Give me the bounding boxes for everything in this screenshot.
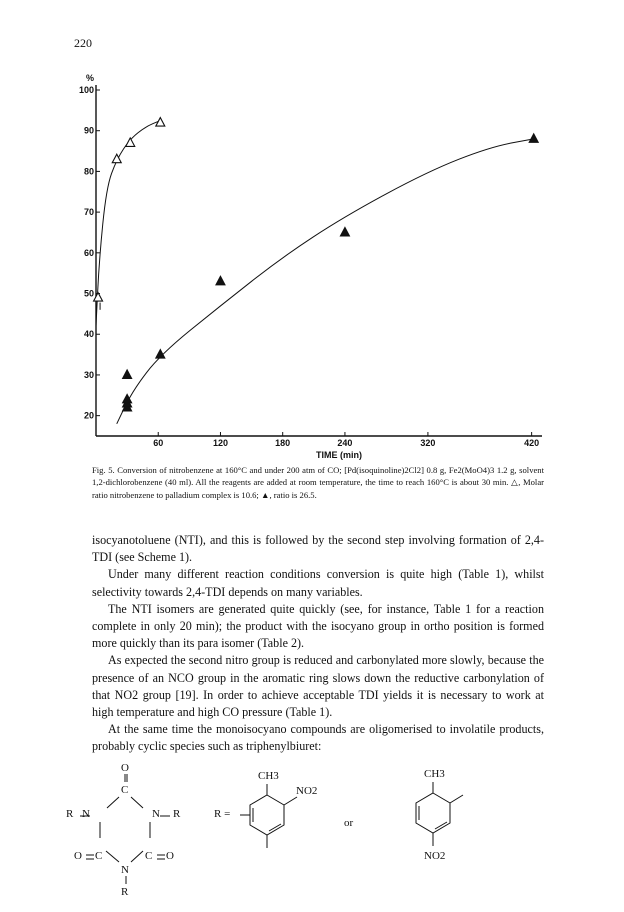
- paragraph: As expected the second nitro group is reduced and carbonylated more slowly, because the presence of an NCO group in the aromatic ring slows down the reductive carbonylation of that NO2 group [19]. In order to achieve acceptable TDI yields it is necessary to work at high temperature and high CO pressure (Table 1).: [92, 653, 544, 720]
- y-tick-label: 70: [83, 207, 94, 218]
- page-number: 220: [74, 36, 92, 50]
- struct-oxygen: O: [121, 762, 129, 774]
- struct-methyl: CH3: [424, 768, 445, 780]
- body-text: [92, 532, 544, 756]
- paragraph: isocyanotoluene (NTI), and this is followed by the second step involving formation of 2,4-TDI (see Scheme 1).: [92, 533, 544, 565]
- struct-or: or: [344, 817, 354, 829]
- struct-nitro: NO2: [424, 850, 446, 862]
- filled-triangle-marker: [340, 227, 349, 236]
- struct-carbon: C: [145, 850, 153, 862]
- struct-methyl: CH3: [258, 770, 279, 782]
- x-axis-label: TIME (min): [316, 450, 362, 460]
- x-tick-label: 60: [153, 438, 164, 448]
- filled-triangle-marker: [216, 276, 225, 285]
- x-tick-label: 120: [212, 438, 228, 448]
- x-tick-label: 240: [337, 438, 353, 448]
- struct-nitrogen: N: [82, 808, 90, 820]
- figure-caption: Fig. 5. Conversion of nitrobenzene at 160°C and under 200 atm of CO; [Pd(isoquinoline)2Cl2] 0.8 g, Fe2(MoO4)3 1.2 g, solvent 1,2-dichlorobenzene (40 ml). All the reagents are added at room temperature, the time to reach 160°C is about 30 min. △, Molar ratio nitrobenzene to palladium complex is 10.6; ▲, ratio is 26.5.: [92, 465, 544, 500]
- struct-nitrogen: N: [152, 808, 160, 820]
- struct-oxygen: O: [74, 850, 82, 862]
- y-unit-label: %: [85, 73, 94, 83]
- struct-r: R: [173, 808, 181, 820]
- open-triangle-marker: [94, 293, 103, 302]
- struct-nitrogen: N: [121, 864, 129, 876]
- y-tick-label: 50: [83, 288, 94, 299]
- filled-triangle-marker: [123, 370, 132, 379]
- x-tick-label: 180: [275, 438, 291, 448]
- filled-triangle-marker: [529, 134, 538, 143]
- paragraph: At the same time the monoisocyano compounds are oligomerised to involatile products, probably cyclic species such as triphenylbiuret:: [92, 722, 544, 754]
- y-tick-label: 40: [83, 329, 94, 340]
- open-triangle-marker: [126, 138, 135, 147]
- struct-carbon: C: [95, 850, 103, 862]
- x-tick-label: 420: [524, 438, 540, 448]
- series-curve: [96, 121, 160, 327]
- struct-oxygen: O: [166, 850, 174, 862]
- struct-carbon: C: [121, 784, 129, 796]
- series-curve: [117, 139, 534, 424]
- paragraph: Under many different reaction conditions conversion is quite high (Table 1), whilst selectivity towards 2,4-TDI depends on many variables.: [92, 567, 544, 599]
- y-tick-label: 100: [78, 85, 94, 95]
- y-tick-label: 20: [83, 410, 94, 421]
- struct-r: R: [66, 808, 74, 820]
- y-tick-label: 30: [83, 369, 94, 380]
- y-tick-label: 80: [83, 166, 94, 177]
- paragraph: The NTI isomers are generated quite quickly (see, for instance, Table 1 for a reaction complete in only 20 min); the product with the isocyano group in ortho position is formed more quickly than its para isomer (Table 2).: [92, 601, 544, 651]
- struct-r-equals: R =: [214, 808, 231, 820]
- struct-r: R: [121, 886, 129, 898]
- filled-triangle-marker: [123, 394, 132, 403]
- y-tick-label: 60: [83, 247, 94, 258]
- x-tick-label: 320: [420, 438, 436, 448]
- struct-nitro: NO2: [296, 785, 318, 797]
- y-tick-label: 90: [83, 125, 94, 136]
